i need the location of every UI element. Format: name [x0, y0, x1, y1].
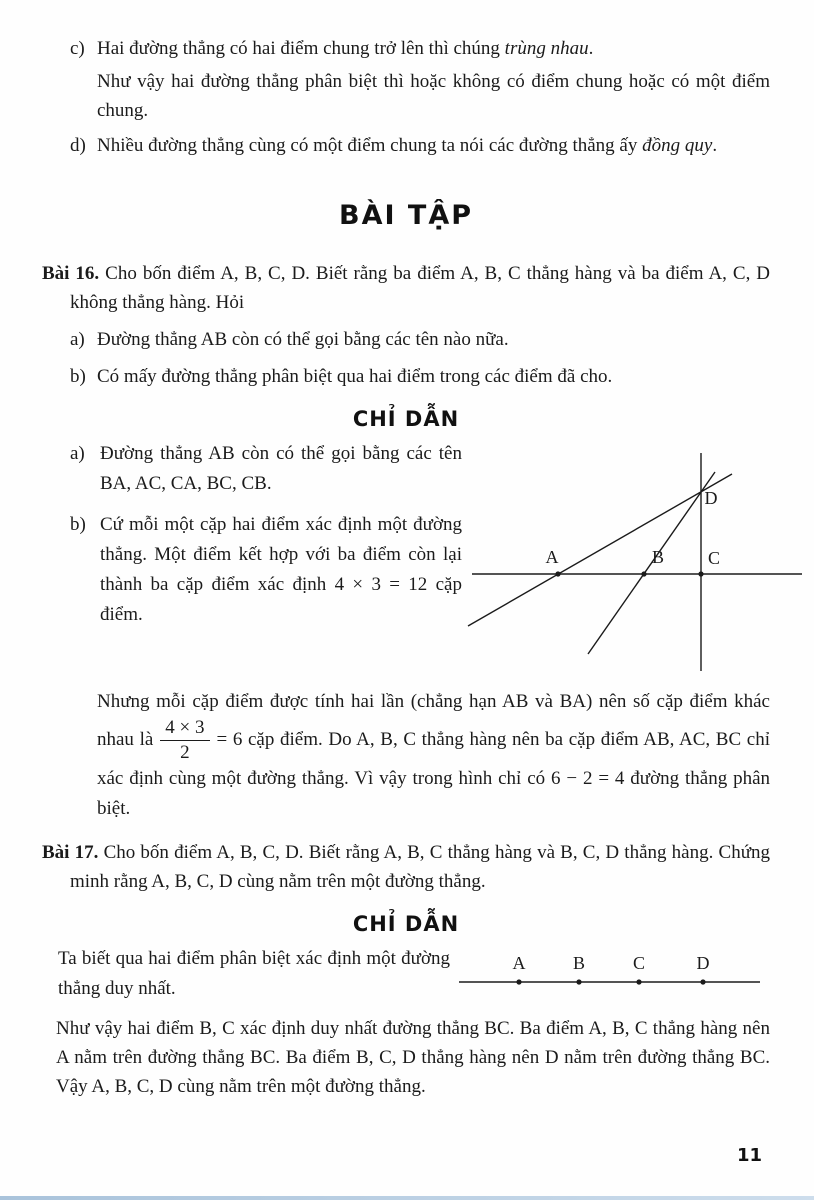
hint-title-ex16: CHỈ DẪN — [352, 407, 460, 431]
point-c-label: C — [707, 548, 721, 568]
item-c-period: . — [588, 38, 594, 59]
intro-item-c — [70, 34, 770, 63]
item-d-text: Nhiều đường thẳng cùng có một điểm chung ta nói các đường thẳng ấy — [97, 135, 643, 156]
hint-paragraph-part1: Nhưng mỗi cặp điểm được tính hai lần (chẳng hạn AB và BA) nên số cặp điểm khác nhau là — [97, 691, 770, 750]
item-marker-c: c) — [70, 38, 85, 59]
point-d-label: D — [696, 953, 710, 973]
point-b-dot — [576, 979, 581, 984]
point-b-dot — [641, 571, 646, 576]
hint-a-marker: a) — [70, 443, 85, 464]
hint-paragraph-ex16 — [97, 687, 770, 824]
item-d-italic: đồng quy — [642, 135, 713, 156]
fraction-numerator: 4 × 3 — [160, 717, 209, 741]
exercise-17-label: Bài 17. — [42, 842, 99, 863]
item-marker-d: d) — [70, 135, 86, 156]
point-a-label: A — [545, 547, 559, 567]
exercise-16-label: Bài 16. — [42, 263, 100, 284]
hint-b-text: Cứ mỗi một cặp hai điểm xác định một đường thẳng. Một điểm kết hợp với ba điểm còn lại thành ba cặp điểm xác định 4 × 3 = 12 cặp điểm. — [100, 514, 462, 625]
exercise-16-question-b — [70, 362, 770, 391]
item-d-period: . — [712, 135, 718, 156]
hint-paragraph-part2: = 6 cặp điểm. Do A, B, C thẳng hàng nên ba cặp điểm AB, AC, BC chỉ xác định cùng một đường thẳng. Vì vậy trong hình chỉ có 6 − 2 = 4 đường thẳng phân biệt. — [97, 728, 770, 819]
hint-b — [70, 510, 462, 630]
hint-row-ex16 — [70, 439, 770, 677]
question-b-marker: b) — [70, 366, 86, 387]
hint-a-text: Đường thẳng AB còn có thể gọi bằng các tên BA, AC, CA, BC, CB. — [100, 443, 462, 494]
question-a-text: Đường thẳng AB còn có thể gọi bằng các tên nào nữa. — [97, 329, 509, 350]
point-c-dot — [636, 979, 641, 984]
page-number: 11 — [736, 1145, 762, 1166]
intro-item-d — [70, 131, 770, 160]
item-c-text: Hai đường thẳng có hai điểm chung trở lên thì chúng — [97, 38, 505, 59]
fraction-denominator: 2 — [180, 742, 190, 763]
exercise-16-question-a — [70, 325, 770, 354]
hint-text-column — [70, 439, 462, 641]
question-a-marker: a) — [70, 329, 85, 350]
exercise-16-intro: Cho bốn điểm A, B, C, D. Biết rằng ba điểm A, B, C thẳng hàng và ba điểm A, C, D không thẳng hàng. Hỏi — [70, 263, 771, 313]
point-a-dot — [555, 571, 560, 576]
point-d-label: D — [704, 488, 718, 508]
hint-row-ex17 — [42, 944, 770, 1004]
scan-bottom-edge — [0, 1196, 814, 1200]
hint-left-text: Ta biết qua hai điểm phân biệt xác định một đường thẳng duy nhất. — [58, 948, 450, 999]
oblique-line-ad — [468, 474, 732, 626]
exercise-17 — [42, 838, 770, 1101]
point-b-label: B — [572, 953, 586, 973]
figure-ex17-collinear-points — [457, 952, 762, 994]
fraction — [160, 717, 209, 764]
hint-paragraph-ex17: Như vậy hai điểm B, C xác định duy nhất đường thẳng BC. Ba điểm A, B, C thẳng hàng nên A nằm trên đường thẳng BC. Ba điểm B, C, D thẳng hàng nên D nằm trên đường thẳng BC. Vậy A, B, C, D cùng nằm trên một đường thẳng. — [56, 1018, 770, 1097]
point-b-label: B — [651, 547, 665, 567]
point-c-label: C — [632, 953, 646, 973]
point-a-dot — [516, 979, 521, 984]
hint-title-ex17: CHỈ DẪN — [352, 912, 460, 936]
item-c-italic: trùng nhau — [504, 38, 589, 59]
hint-a — [70, 439, 462, 499]
exercise-16-statement — [42, 259, 770, 317]
intro-item-c-note: Như vậy hai đường thẳng phân biệt thì hoặc không có điểm chung hoặc có một điểm chung. — [97, 71, 770, 121]
exercise-17-intro: Cho bốn điểm A, B, C, D. Biết rằng A, B, C thẳng hàng và B, C, D thẳng hàng. Chứng minh rằng A, B, C, D cùng nằm trên một đường thẳng. — [70, 842, 771, 892]
point-c-dot — [698, 571, 703, 576]
exercise-17-statement — [42, 838, 770, 896]
section-title: BÀI TẬP — [338, 200, 474, 231]
question-b-text: Có mấy đường thẳng phân biệt qua hai điểm trong các điểm đã cho. — [97, 366, 613, 387]
exercise-16 — [42, 259, 770, 824]
point-d-dot — [700, 979, 705, 984]
figure-ex16-lines-diagram — [466, 449, 806, 677]
hint-b-marker: b) — [70, 514, 86, 535]
point-a-label: A — [512, 953, 526, 973]
